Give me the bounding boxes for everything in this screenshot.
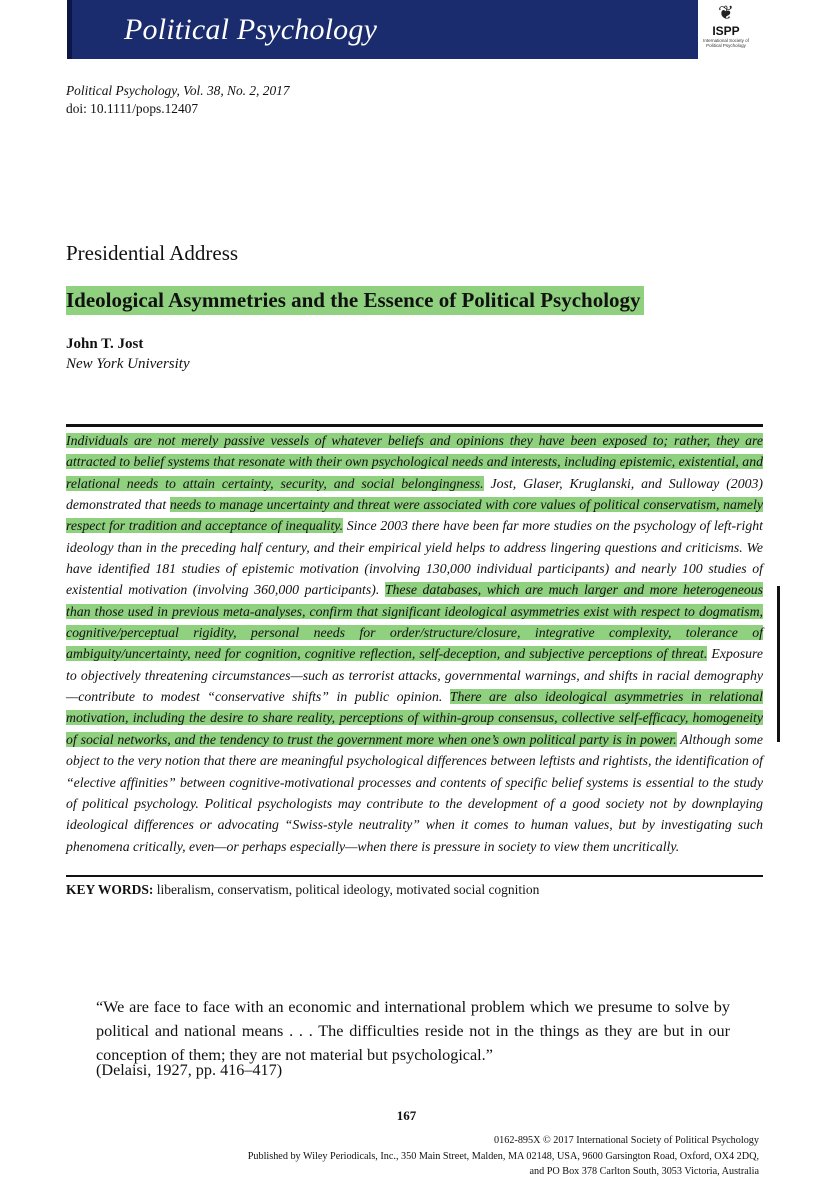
ispp-emblem-icon: ❦	[718, 3, 734, 24]
article-title	[66, 288, 644, 313]
keywords-value: liberalism, conservatism, political ideology, motivated social cognition	[156, 882, 540, 897]
abstract-segment: Exposure to objectively threatening circumstances—such as terrorist attacks, governmental warnings, and shifts in racial demography—contribute to modest “conservative shifts” in public opinion.	[66, 646, 764, 705]
abstract-segment: needs to manage uncertainty and threat were associated with core values of political conservatism, namely respect for tradition and acceptance of inequality.	[66, 497, 763, 534]
journal-name: Political Psychology	[124, 13, 378, 46]
margin-annotation-mark	[777, 586, 780, 742]
section-label: Presidential Address	[66, 241, 239, 265]
epigraph-citation: (Delaisi, 1927, pp. 416–417)	[96, 1061, 283, 1079]
page-number: 167	[396, 1108, 417, 1123]
publisher-info	[159, 1133, 759, 1180]
publisher-line: Published by Wiley Periodicals, Inc., 350 Main Street, Malden, MA 02148, USA, 9600 Garsington Road, Oxford, OX4 2DQ,	[247, 1150, 759, 1162]
author-affiliation: New York University	[66, 356, 190, 372]
citation-line: Political Psychology, Vol. 38, No. 2, 2017	[66, 83, 290, 98]
abstract-segment: Jost, Glaser, Kruglanski, and Sulloway (2003) demonstrated that	[66, 475, 763, 513]
keywords	[66, 882, 539, 898]
abstract-segment: Although some object to the very notion that there are meaningful psychological differences between leftists and rightists, the identification of “elective affinities” between cognitive-motivational processes and contents of specific belief systems is essential to the study of political psychology. Political psychologists may contribute to the development of a good society not by downplaying ideological differences or advocating “Swiss-style neutrality” when it comes to human values, but by investigating such phenomena critically, even—or perhaps especially—when there is pressure in society to view them uncritically.	[66, 731, 763, 854]
logo-subtext: International Society of Political Psychology	[703, 38, 749, 48]
logo-text: ISPP	[712, 24, 740, 38]
keywords-label: KEY WORDS:	[66, 882, 154, 897]
epigraph-quote: “We are face to face with an economic and international problem which we presume to solve by political and national means . . . The difficulties reside not in the things as they are but in our conception of them; they are not material but psychological.”	[96, 998, 730, 1064]
journal-header-bar	[67, 0, 698, 59]
abstract-top-rule	[66, 424, 763, 427]
ispp-logo	[697, 4, 755, 56]
citation-block	[66, 82, 290, 118]
publisher-line: and PO Box 378 Carlton South, 3053 Victoria, Australia	[529, 1166, 759, 1177]
abstract-bottom-rule	[66, 875, 763, 877]
abstract-segment: Individuals are not merely passive vessels of whatever beliefs and opinions they have been exposed to; rather, they are attracted to belief systems that resonate with their own psychological needs and interests, including epistemic, existential, and relational needs to attain certainty, security, and social belongingness.	[66, 433, 763, 491]
abstract-segment: These databases, which are much larger and more heterogeneous than those used in previous meta-analyses, confirm that significant ideological asymmetries exist with respect to dogmatism, cognitive/perceptual rigidity, personal needs for order/structure/closure, integrative complexity, tolerance of ambiguity/uncertainty, need for cognition, cognitive reflection, self-deception, and subjective perceptions of threat.	[66, 582, 763, 662]
abstract-segment: There are also ideological asymmetries in relational motivation, including the desire to share reality, perceptions of within-group consensus, collective self-efficacy, homogeneity of social networks, and the tendency to trust the government more when one’s own political party is in power.	[66, 689, 764, 747]
publisher-line: 0162-895X © 2017 International Society of Political Psychology	[494, 1135, 759, 1146]
article-title-text: Ideological Asymmetries and the Essence of Political Psychology	[66, 286, 644, 315]
abstract	[66, 430, 763, 857]
abstract-segment: Since 2003 there have been far more studies on the psychology of left-right ideology than in the preceding half century, and their empirical yield helps to address lingering questions and criticisms. We have identified 181 studies of epistemic motivation (involving 130,000 individual participants) and nearly 100 studies of existential motivation (involving 360,000 participants).	[66, 518, 763, 598]
author-name: John T. Jost	[66, 336, 144, 352]
doi-link[interactable]: doi: 10.1111/pops.12407	[66, 101, 199, 116]
